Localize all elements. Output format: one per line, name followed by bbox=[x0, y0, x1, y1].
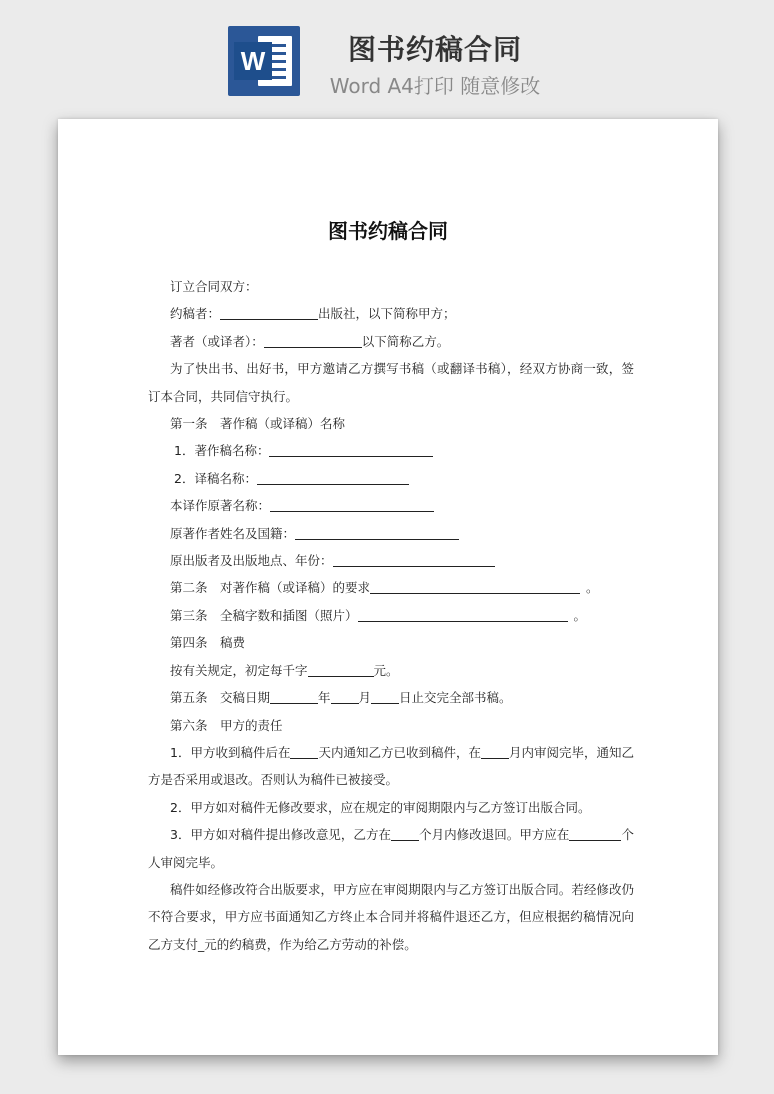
blank-field[interactable] bbox=[391, 827, 419, 841]
line-original-author: 原著作者姓名及国籍： bbox=[148, 520, 634, 547]
article-3: 第三条 全稿字数和插图（照片） 。 bbox=[170, 607, 587, 623]
blank-field[interactable] bbox=[481, 745, 509, 759]
blank-field[interactable] bbox=[270, 498, 434, 512]
blank-field[interactable] bbox=[295, 526, 459, 540]
article-1-heading: 第一条 著作稿（或译稿）名称 bbox=[170, 416, 346, 432]
blank-field[interactable] bbox=[264, 334, 362, 348]
article-5: 第五条 交稿日期 年 月 日止交完全部书稿。 bbox=[170, 690, 512, 706]
blank-field[interactable] bbox=[220, 306, 318, 320]
line-translation-title: 2．译稿名称： bbox=[148, 465, 634, 492]
line-original-title: 本译作原著名称： bbox=[148, 492, 634, 519]
document-body bbox=[148, 273, 634, 958]
blank-field[interactable] bbox=[257, 471, 409, 485]
article-4-heading: 第四条 稿费 bbox=[170, 635, 246, 651]
blank-field[interactable] bbox=[290, 745, 318, 759]
word-icon bbox=[228, 26, 300, 96]
header-banner bbox=[0, 0, 774, 110]
blank-field[interactable] bbox=[358, 608, 568, 622]
article-6-item-3: 3．甲方如对稿件提出修改意见，乙方在 个月内修改退回。甲方应在 个人审阅完毕。 bbox=[148, 827, 634, 870]
watermark: ​ bbox=[88, 452, 108, 476]
blank-field[interactable] bbox=[371, 690, 399, 704]
word-icon-letter: W bbox=[234, 42, 272, 80]
line-author: 著者（或译者）： 以下简称乙方。 bbox=[170, 333, 450, 349]
document-title: 图书约稿合同 bbox=[328, 219, 448, 243]
blank-field[interactable] bbox=[333, 553, 495, 567]
line-parties: 订立合同双方： bbox=[170, 279, 258, 294]
blank-field[interactable] bbox=[370, 580, 580, 594]
line-revision-terms: 稿件如经修改符合出版要求，甲方应在审阅期限内与乙方签订出版合同。若经修改仍不符合要求，甲方应书面通知乙方终止本合同并将稿件退还乙方，但应根据约稿情况向乙方支付_元的约稿费，作为给乙方劳动的补偿。 bbox=[148, 881, 634, 952]
line-original-publisher: 原出版者及出版地点、年份： bbox=[148, 547, 634, 574]
banner-title: 图书约稿合同 bbox=[347, 33, 522, 66]
banner-subtitle: Word A4打印 随意修改 bbox=[329, 74, 541, 98]
blank-field[interactable] bbox=[331, 690, 359, 704]
blank-field[interactable] bbox=[569, 827, 621, 841]
blank-field[interactable] bbox=[269, 443, 433, 457]
line-fee: 按有关规定，初定每千字 元。 bbox=[170, 662, 399, 678]
article-6-item-1: 1．甲方收到稿件后在 天内通知乙方已收到稿件，在 月内审阅完毕，通知乙方是否采用或退改。否则认为稿件已被接受。 bbox=[148, 744, 634, 788]
blank-field[interactable] bbox=[308, 663, 374, 677]
blank-field[interactable] bbox=[270, 690, 318, 704]
line-preamble: 为了快出书、出好书，甲方邀请乙方撰写书稿（或翻译书稿），经双方协商一致，签订本合同，共同信守执行。 bbox=[148, 361, 634, 404]
article-2: 第二条 对著作稿（或译稿）的要求 。 bbox=[170, 580, 599, 596]
article-6-item-2: 2．甲方如对稿件无修改要求，应在规定的审阅期限内与乙方签订出版合同。 bbox=[170, 799, 591, 815]
document-page bbox=[58, 119, 718, 1055]
line-work-title: 1．著作稿名称： bbox=[148, 437, 634, 464]
line-commissioner: 约稿者： 出版社，以下简称甲方； bbox=[170, 306, 456, 322]
article-6-heading: 第六条 甲方的责任 bbox=[170, 717, 283, 733]
